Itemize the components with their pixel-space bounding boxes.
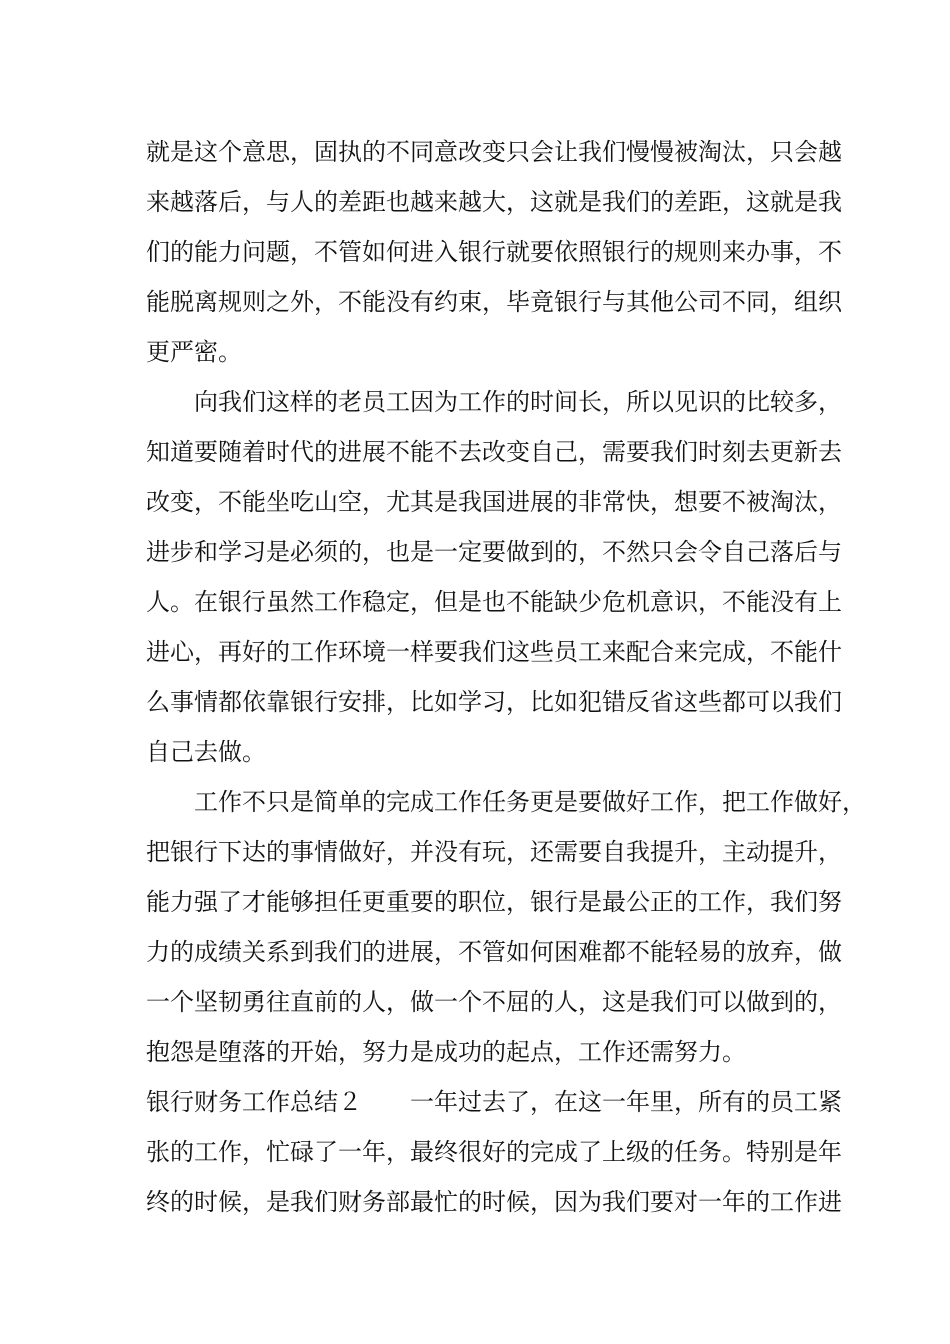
section-heading-line: 银行财务工作总结２ 一年过去了，在这一年里，所有的员工紧 <box>146 1088 842 1116</box>
paragraph-first-line: 向我们这样的老员工因为工作的时间长，所以见识的比较多， <box>194 388 842 416</box>
text-line: 张的工作，忙碌了一年，最终很好的完成了上级的任务。特别是年 <box>146 1138 842 1166</box>
text-line: 能力强了才能够担任更重要的职位，银行是最公正的工作，我们努 <box>146 888 842 916</box>
text-line: 抱怨是堕落的开始，努力是成功的起点，工作还需努力。 <box>146 1038 746 1066</box>
text-line: 就是这个意思，固执的不同意改变只会让我们慢慢被淘汰，只会越 <box>146 138 842 166</box>
text-line: 人。在银行虽然工作稳定，但是也不能缺少危机意识，不能没有上 <box>146 588 842 616</box>
text-line: 把银行下达的事情做好，并没有玩，还需要自我提升，主动提升， <box>146 838 842 866</box>
text-line: 来越落后，与人的差距也越来越大，这就是我们的差距，这就是我 <box>146 188 842 216</box>
text-line: 进心，再好的工作环境一样要我们这些员工来配合来完成，不能什 <box>146 638 842 666</box>
text-line: 知道要随着时代的进展不能不去改变自己，需要我们时刻去更新去 <box>146 438 842 466</box>
text-line: 进步和学习是必须的，也是一定要做到的，不然只会令自己落后与 <box>146 538 842 566</box>
text-line: 改变，不能坐吃山空，尤其是我国进展的非常快，想要不被淘汰， <box>146 488 842 516</box>
text-line: 么事情都依靠银行安排，比如学习，比如犯错反省这些都可以我们 <box>146 688 842 716</box>
text-line: 一个坚韧勇往直前的人，做一个不屈的人，这是我们可以做到的， <box>146 988 842 1016</box>
paragraph-first-line: 工作不只是简单的完成工作任务更是要做好工作，把工作做好， <box>194 788 866 816</box>
text-line: 终的时候，是我们财务部最忙的时候，因为我们要对一年的工作进 <box>146 1188 842 1216</box>
text-line: 力的成绩关系到我们的进展，不管如何困难都不能轻易的放弃，做 <box>146 938 842 966</box>
text-line: 更严密。 <box>146 338 242 366</box>
text-line: 们的能力问题，不管如何进入银行就要依照银行的规则来办事，不 <box>146 238 842 266</box>
text-line: 能脱离规则之外，不能没有约束，毕竟银行与其他公司不同，组织 <box>146 288 842 316</box>
text-line: 自己去做。 <box>146 738 266 766</box>
